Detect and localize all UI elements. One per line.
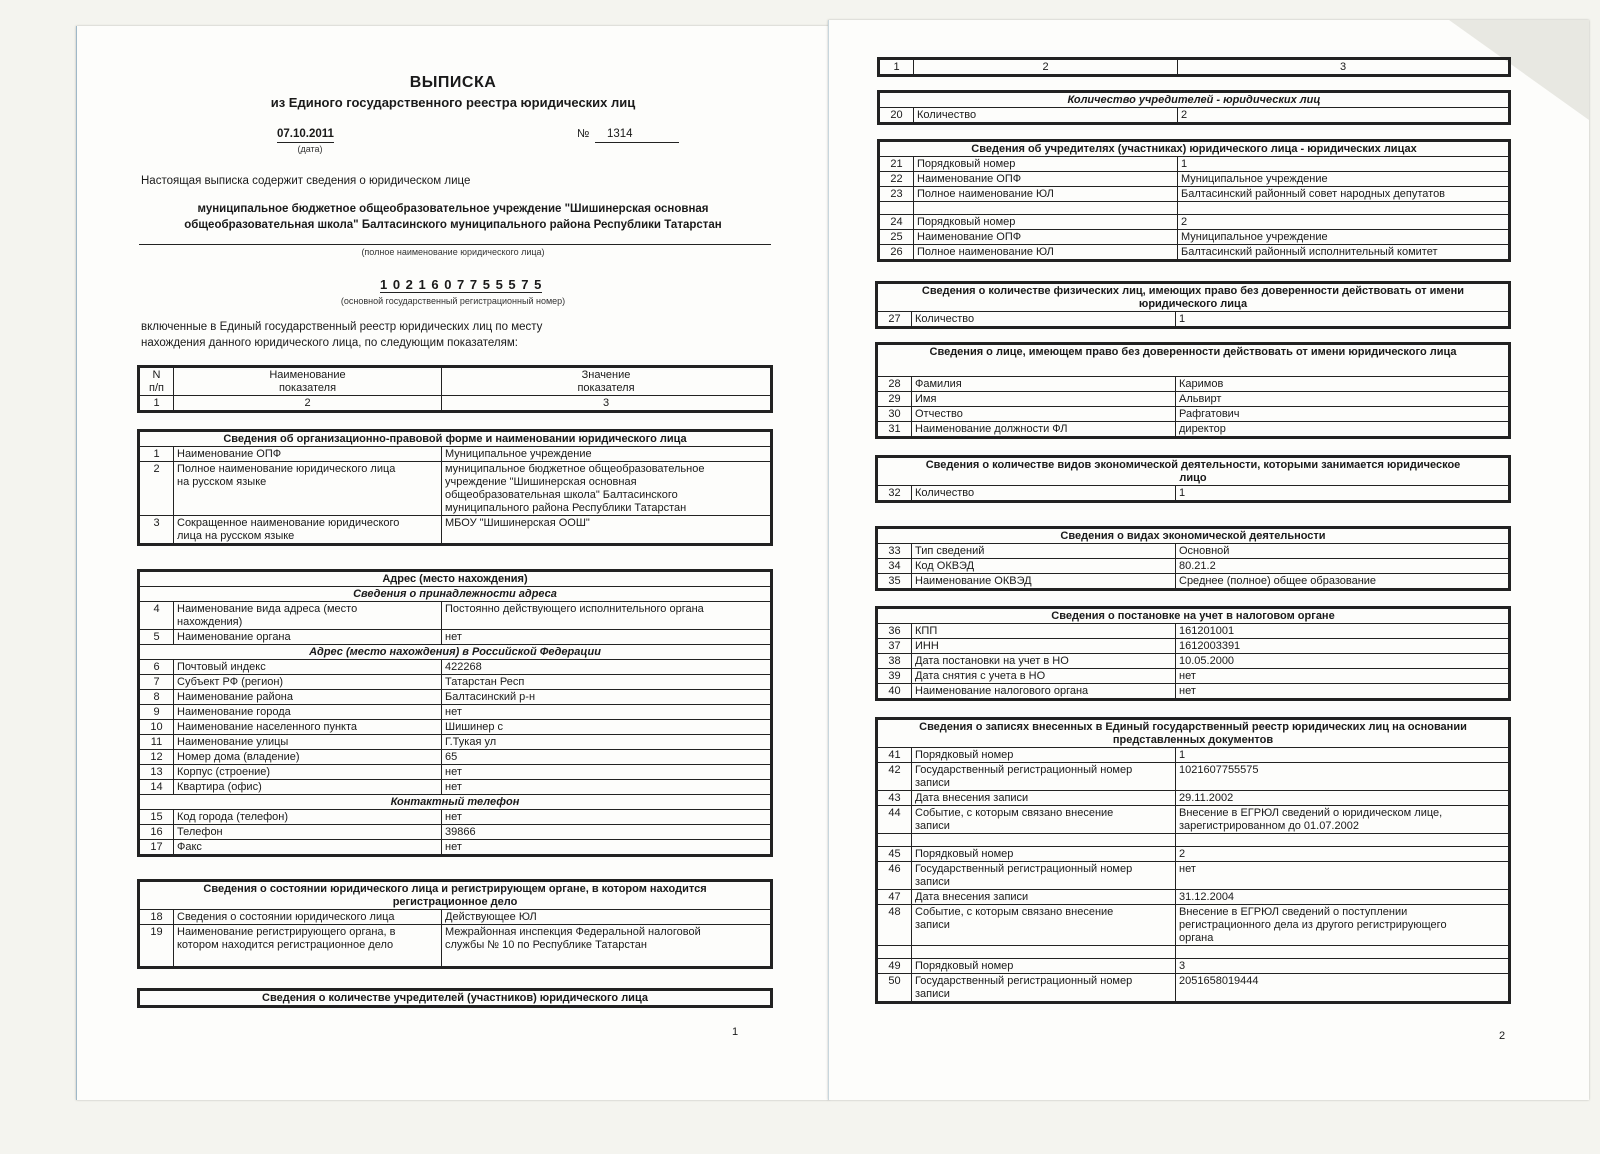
okved-table	[877, 528, 1509, 589]
table-row	[878, 748, 1509, 763]
table-row	[878, 422, 1509, 437]
ogrn-value: 1 0 2 1 6 0 7 7 5 5 5 7 5	[380, 277, 543, 292]
colnum-1: 1	[140, 396, 174, 411]
row-name: Наименование налогового органа	[912, 684, 1176, 699]
table-row	[140, 780, 771, 795]
row-name: Номер дома (владение)	[174, 750, 442, 765]
row-name: Событие, с которым связано внесение записи	[912, 806, 1176, 834]
row-name: Полное наименование юридического лица на русском языке	[174, 462, 442, 516]
row-number: 31	[878, 422, 912, 437]
row-value: Внесение в ЕГРЮЛ сведений о поступлении регистрационного дела из другого регистрирующего органа	[1176, 905, 1509, 946]
row-value: Балтасинский районный исполнительный комитет	[1178, 245, 1509, 260]
extract-date: 07.10.2011	[277, 127, 334, 143]
row-name: Сокращенное наименование юридического лица на русском языке	[174, 516, 442, 544]
row-value: Балтасинский р-н	[442, 690, 771, 705]
row-name: Наименование района	[174, 690, 442, 705]
row-value: Основной	[1176, 544, 1509, 559]
row-name: Событие, с которым связано внесение записи	[912, 905, 1176, 946]
row-name: Отчество	[912, 407, 1176, 422]
row-number: 10	[140, 720, 174, 735]
table-row	[140, 810, 771, 825]
row-name: Полное наименование ЮЛ	[914, 187, 1178, 202]
table-row	[140, 690, 771, 705]
table-row	[140, 602, 771, 630]
row-number: 32	[878, 486, 912, 501]
table-row	[878, 959, 1509, 974]
row-name: Порядковый номер	[912, 847, 1176, 862]
table-row	[878, 974, 1509, 1002]
row-value: 1021607755575	[1176, 763, 1509, 791]
row-number: 25	[880, 230, 914, 245]
row-value: нет	[1176, 862, 1509, 890]
row-value: МБОУ "Шишинерская ООШ"	[442, 516, 771, 544]
row-name: Государственный регистрационный номер записи	[912, 763, 1176, 791]
row-value: 2	[1178, 215, 1509, 230]
row-number: 12	[140, 750, 174, 765]
row-name: Квартира (офис)	[174, 780, 442, 795]
records-table	[877, 719, 1509, 1002]
table-row	[878, 559, 1509, 574]
included-line1: включенные в Единый государственный реестр юридических лиц по месту	[141, 321, 543, 333]
row-number: 24	[880, 215, 914, 230]
table-row	[878, 806, 1509, 834]
founders-le-title: Сведения об учредителях (участниках) юридического лица - юридических лицах	[880, 142, 1509, 157]
table-row	[880, 108, 1509, 123]
row-name: Порядковый номер	[912, 748, 1176, 763]
table-row	[140, 765, 771, 780]
p2-colnum-2: 2	[914, 60, 1178, 75]
persons-count-table	[877, 283, 1509, 327]
colhead-name: Наименование показателя	[174, 368, 442, 396]
table-row	[140, 660, 771, 675]
row-name: Дата постановки на учет в НО	[912, 654, 1176, 669]
table-row	[878, 763, 1509, 791]
intro-text: Настоящая выписка содержит сведения о юридическом лице	[141, 175, 471, 187]
document-title: ВЫПИСКА	[409, 74, 497, 91]
row-name: Порядковый номер	[914, 215, 1178, 230]
table-row	[878, 312, 1509, 327]
row-name: Наименование улицы	[174, 735, 442, 750]
row-name: Сведения о состоянии юридического лица	[174, 910, 442, 925]
name-caption: (полное наименование юридического лица)	[361, 247, 545, 257]
table-row	[880, 172, 1509, 187]
row-value: 2	[1176, 847, 1509, 862]
row-number: 15	[140, 810, 174, 825]
row-value: 65	[442, 750, 771, 765]
row-value: Межрайонная инспекция Федеральной налоговой службы № 10 по Республике Татарстан	[442, 925, 771, 967]
row-number: 29	[878, 392, 912, 407]
row-number: 34	[878, 559, 912, 574]
row-name: Факс	[174, 840, 442, 855]
row-name: Количество	[912, 312, 1176, 327]
entity-name-line2: общеобразовательная школа" Балтасинского муниципального района Республики Татарстан	[184, 219, 722, 231]
table-row	[880, 157, 1509, 172]
row-name: Код ОКВЭД	[912, 559, 1176, 574]
row-value: нет	[442, 840, 771, 855]
row-value: Балтасинский районный совет народных депутатов	[1178, 187, 1509, 202]
row-number: 41	[878, 748, 912, 763]
row-value: Внесение в ЕГРЮЛ сведений о юридическом лице, зарегистрированном до 01.07.2002	[1176, 806, 1509, 834]
p2-colnum-1: 1	[880, 60, 914, 75]
row-number: 35	[878, 574, 912, 589]
row-value: нет	[1176, 669, 1509, 684]
row-number: 26	[880, 245, 914, 260]
row-name: Государственный регистрационный номер записи	[912, 974, 1176, 1002]
colnum-3: 3	[442, 396, 771, 411]
row-number: 50	[878, 974, 912, 1002]
row-value: 2051658019444	[1176, 974, 1509, 1002]
row-value: 1	[1176, 486, 1509, 501]
row-number: 40	[878, 684, 912, 699]
status-table-title: Сведения о состоянии юридического лица и регистрирующем органе, в котором находится регистрационное дело	[140, 882, 771, 910]
table-row	[140, 447, 771, 462]
address-table-title: Адрес (место нахождения)	[140, 572, 771, 587]
okved-table-title: Сведения о видах экономической деятельности	[878, 529, 1509, 544]
colnum-2: 2	[174, 396, 442, 411]
records-table-title: Сведения о записях внесенных в Единый государственный реестр юридических лиц на основании представленных документов	[878, 720, 1509, 748]
address-subheading-rf: Адрес (место нахождения) в Российской Федерации	[140, 645, 771, 660]
table-row	[140, 910, 771, 925]
row-name: Дата внесения записи	[912, 791, 1176, 806]
name-underline	[139, 244, 771, 245]
extract-number: 1314	[595, 127, 679, 143]
row-number: 48	[878, 905, 912, 946]
table-row	[140, 750, 771, 765]
row-number: 47	[878, 890, 912, 905]
page-2	[828, 20, 1589, 1100]
row-name: Порядковый номер	[914, 157, 1178, 172]
row-number: 45	[878, 847, 912, 862]
row-name: Тип сведений	[912, 544, 1176, 559]
founders-le-table	[879, 141, 1509, 260]
row-value: Среднее (полное) общее образование	[1176, 574, 1509, 589]
row-name: Наименование ОПФ	[174, 447, 442, 462]
founders-le-count-title: Количество учредителей - юридических лиц	[880, 93, 1509, 108]
row-value: 161201001	[1176, 624, 1509, 639]
row-name: Количество	[912, 486, 1176, 501]
row-number: 13	[140, 765, 174, 780]
table-row	[140, 825, 771, 840]
row-name: Код города (телефон)	[174, 810, 442, 825]
row-value: 10.05.2000	[1176, 654, 1509, 669]
row-name: Наименование органа	[174, 630, 442, 645]
row-number: 30	[878, 407, 912, 422]
row-number: 11	[140, 735, 174, 750]
founders-count-table	[139, 990, 771, 1006]
row-number: 14	[140, 780, 174, 795]
row-value: 3	[1176, 959, 1509, 974]
address-subheading-phone: Контактный телефон	[140, 795, 771, 810]
table-row	[878, 847, 1509, 862]
row-value: муниципальное бюджетное общеобразовательное учреждение "Шишинерская основная общеобразовательная школа" Балтасинского муниципального района Республики Татарстан	[442, 462, 771, 516]
table-row	[140, 720, 771, 735]
row-value: 31.12.2004	[1176, 890, 1509, 905]
row-name: Порядковый номер	[912, 959, 1176, 974]
page-number-1: 1	[732, 1026, 739, 1038]
extract-number-label: №	[577, 128, 590, 140]
included-line2: нахождения данного юридического лица, по следующим показателям:	[141, 337, 518, 349]
row-value: Г.Тукая ул	[442, 735, 771, 750]
row-name: Фамилия	[912, 377, 1176, 392]
table-row	[880, 230, 1509, 245]
row-name: Наименование должности ФЛ	[912, 422, 1176, 437]
row-value: Шишинер с	[442, 720, 771, 735]
row-number: 6	[140, 660, 174, 675]
row-value: Каримов	[1176, 377, 1509, 392]
row-name: Наименование ОПФ	[914, 230, 1178, 245]
row-value: директор	[1176, 422, 1509, 437]
row-name: Корпус (строение)	[174, 765, 442, 780]
table-row	[140, 840, 771, 855]
column-header-table	[139, 367, 771, 411]
row-value: нет	[442, 810, 771, 825]
row-value: 29.11.2002	[1176, 791, 1509, 806]
table-row	[140, 925, 771, 967]
row-name: КПП	[912, 624, 1176, 639]
row-number: 8	[140, 690, 174, 705]
row-number: 18	[140, 910, 174, 925]
row-value: Муниципальное учреждение	[1178, 172, 1509, 187]
row-name: Почтовый индекс	[174, 660, 442, 675]
row-number: 19	[140, 925, 174, 967]
table-row	[878, 624, 1509, 639]
row-value: нет	[1176, 684, 1509, 699]
table-row	[140, 705, 771, 720]
row-name: Полное наименование ЮЛ	[914, 245, 1178, 260]
row-value: нет	[442, 765, 771, 780]
status-table	[139, 881, 771, 967]
table-row	[880, 215, 1509, 230]
row-name: Наименование города	[174, 705, 442, 720]
row-number: 16	[140, 825, 174, 840]
person-table	[877, 344, 1509, 437]
row-number: 22	[880, 172, 914, 187]
table-row	[878, 654, 1509, 669]
address-subheading-ownership: Сведения о принадлежности адреса	[140, 587, 771, 602]
founders-count-title: Сведения о количестве учредителей (участников) юридического лица	[140, 991, 771, 1006]
table-row	[878, 684, 1509, 699]
row-name: Дата внесения записи	[912, 890, 1176, 905]
table-row	[140, 735, 771, 750]
table-row	[878, 862, 1509, 890]
row-number: 33	[878, 544, 912, 559]
opf-table	[139, 431, 771, 544]
tax-table-title: Сведения о постановке на учет в налоговом органе	[878, 609, 1509, 624]
row-value: 1	[1178, 157, 1509, 172]
table-row	[878, 905, 1509, 946]
row-number: 44	[878, 806, 912, 834]
row-number: 17	[140, 840, 174, 855]
row-value: 2	[1178, 108, 1509, 123]
table-row	[878, 791, 1509, 806]
table-row	[140, 675, 771, 690]
row-name: Наименование вида адреса (место нахождения)	[174, 602, 442, 630]
okved-count-table	[877, 457, 1509, 501]
row-number: 37	[878, 639, 912, 654]
okved-count-title: Сведения о количестве видов экономической деятельности, которыми занимается юридическое лицо	[878, 458, 1509, 486]
page-1	[76, 26, 829, 1100]
p2-colnum-3: 3	[1178, 60, 1509, 75]
row-value: 1	[1176, 312, 1509, 327]
row-name: Телефон	[174, 825, 442, 840]
row-name: Наименование ОКВЭД	[912, 574, 1176, 589]
entity-name-line1: муниципальное бюджетное общеобразовательное учреждение "Шишинерская основная	[197, 203, 709, 215]
row-number: 49	[878, 959, 912, 974]
table-row	[878, 392, 1509, 407]
row-value: Муниципальное учреждение	[442, 447, 771, 462]
persons-count-title: Сведения о количестве физических лиц, имеющих право без доверенности действовать от имени юридического лица	[878, 284, 1509, 312]
row-number: 2	[140, 462, 174, 516]
page-number-2: 2	[1499, 1030, 1506, 1042]
opf-table-title: Сведения об организационно-правовой форме и наименовании юридического лица	[140, 432, 771, 447]
p2-column-header-table	[879, 59, 1509, 75]
row-value: нет	[442, 630, 771, 645]
row-number: 36	[878, 624, 912, 639]
row-number: 42	[878, 763, 912, 791]
row-name: Государственный регистрационный номер записи	[912, 862, 1176, 890]
row-number: 1	[140, 447, 174, 462]
table-row	[878, 377, 1509, 392]
row-value: 422268	[442, 660, 771, 675]
table-row	[880, 245, 1509, 260]
row-value: Альвирт	[1176, 392, 1509, 407]
row-value: 1	[1176, 748, 1509, 763]
table-row	[878, 544, 1509, 559]
table-row	[140, 462, 771, 516]
table-row	[140, 630, 771, 645]
person-table-title: Сведения о лице, имеющем право без доверенности действовать от имени юридического лица	[878, 345, 1509, 377]
row-value: Рафгатович	[1176, 407, 1509, 422]
row-value: 39866	[442, 825, 771, 840]
row-name: Наименование регистрирующего органа, в котором находится регистрационное дело	[174, 925, 442, 967]
table-row	[878, 407, 1509, 422]
row-value: 1612003391	[1176, 639, 1509, 654]
row-number: 39	[878, 669, 912, 684]
row-value: 80.21.2	[1176, 559, 1509, 574]
address-table	[139, 571, 771, 855]
row-number: 27	[878, 312, 912, 327]
table-row	[140, 516, 771, 544]
row-name: Субъект РФ (регион)	[174, 675, 442, 690]
row-number: 9	[140, 705, 174, 720]
row-name: Дата снятия с учета в НО	[912, 669, 1176, 684]
founders-le-count-table	[879, 92, 1509, 123]
row-number: 3	[140, 516, 174, 544]
row-name: Наименование ОПФ	[914, 172, 1178, 187]
table-row	[878, 639, 1509, 654]
row-number: 38	[878, 654, 912, 669]
table-row	[880, 187, 1509, 202]
row-value: Постоянно действующего исполнительного органа	[442, 602, 771, 630]
row-number: 4	[140, 602, 174, 630]
document-subtitle: из Единого государственного реестра юридических лиц	[270, 95, 636, 110]
row-number: 21	[880, 157, 914, 172]
row-number: 7	[140, 675, 174, 690]
table-row	[878, 486, 1509, 501]
row-value: нет	[442, 705, 771, 720]
date-caption: (дата)	[297, 144, 323, 154]
table-row	[878, 890, 1509, 905]
row-value: Действующее ЮЛ	[442, 910, 771, 925]
table-row	[878, 574, 1509, 589]
row-value: нет	[442, 780, 771, 795]
ogrn-caption: (основной государственный регистрационный номер)	[340, 296, 566, 306]
row-number: 5	[140, 630, 174, 645]
row-number: 28	[878, 377, 912, 392]
row-value: Муниципальное учреждение	[1178, 230, 1509, 245]
tax-table	[877, 608, 1509, 699]
row-value: Татарстан Респ	[442, 675, 771, 690]
row-number: 23	[880, 187, 914, 202]
row-number: 46	[878, 862, 912, 890]
row-number: 20	[880, 108, 914, 123]
row-name: Количество	[914, 108, 1178, 123]
row-name: Наименование населенного пункта	[174, 720, 442, 735]
colhead-value: Значение показателя	[442, 368, 771, 396]
row-name: ИНН	[912, 639, 1176, 654]
table-row	[878, 669, 1509, 684]
colhead-n: N п/п	[140, 368, 174, 396]
row-name: Имя	[912, 392, 1176, 407]
row-number: 43	[878, 791, 912, 806]
